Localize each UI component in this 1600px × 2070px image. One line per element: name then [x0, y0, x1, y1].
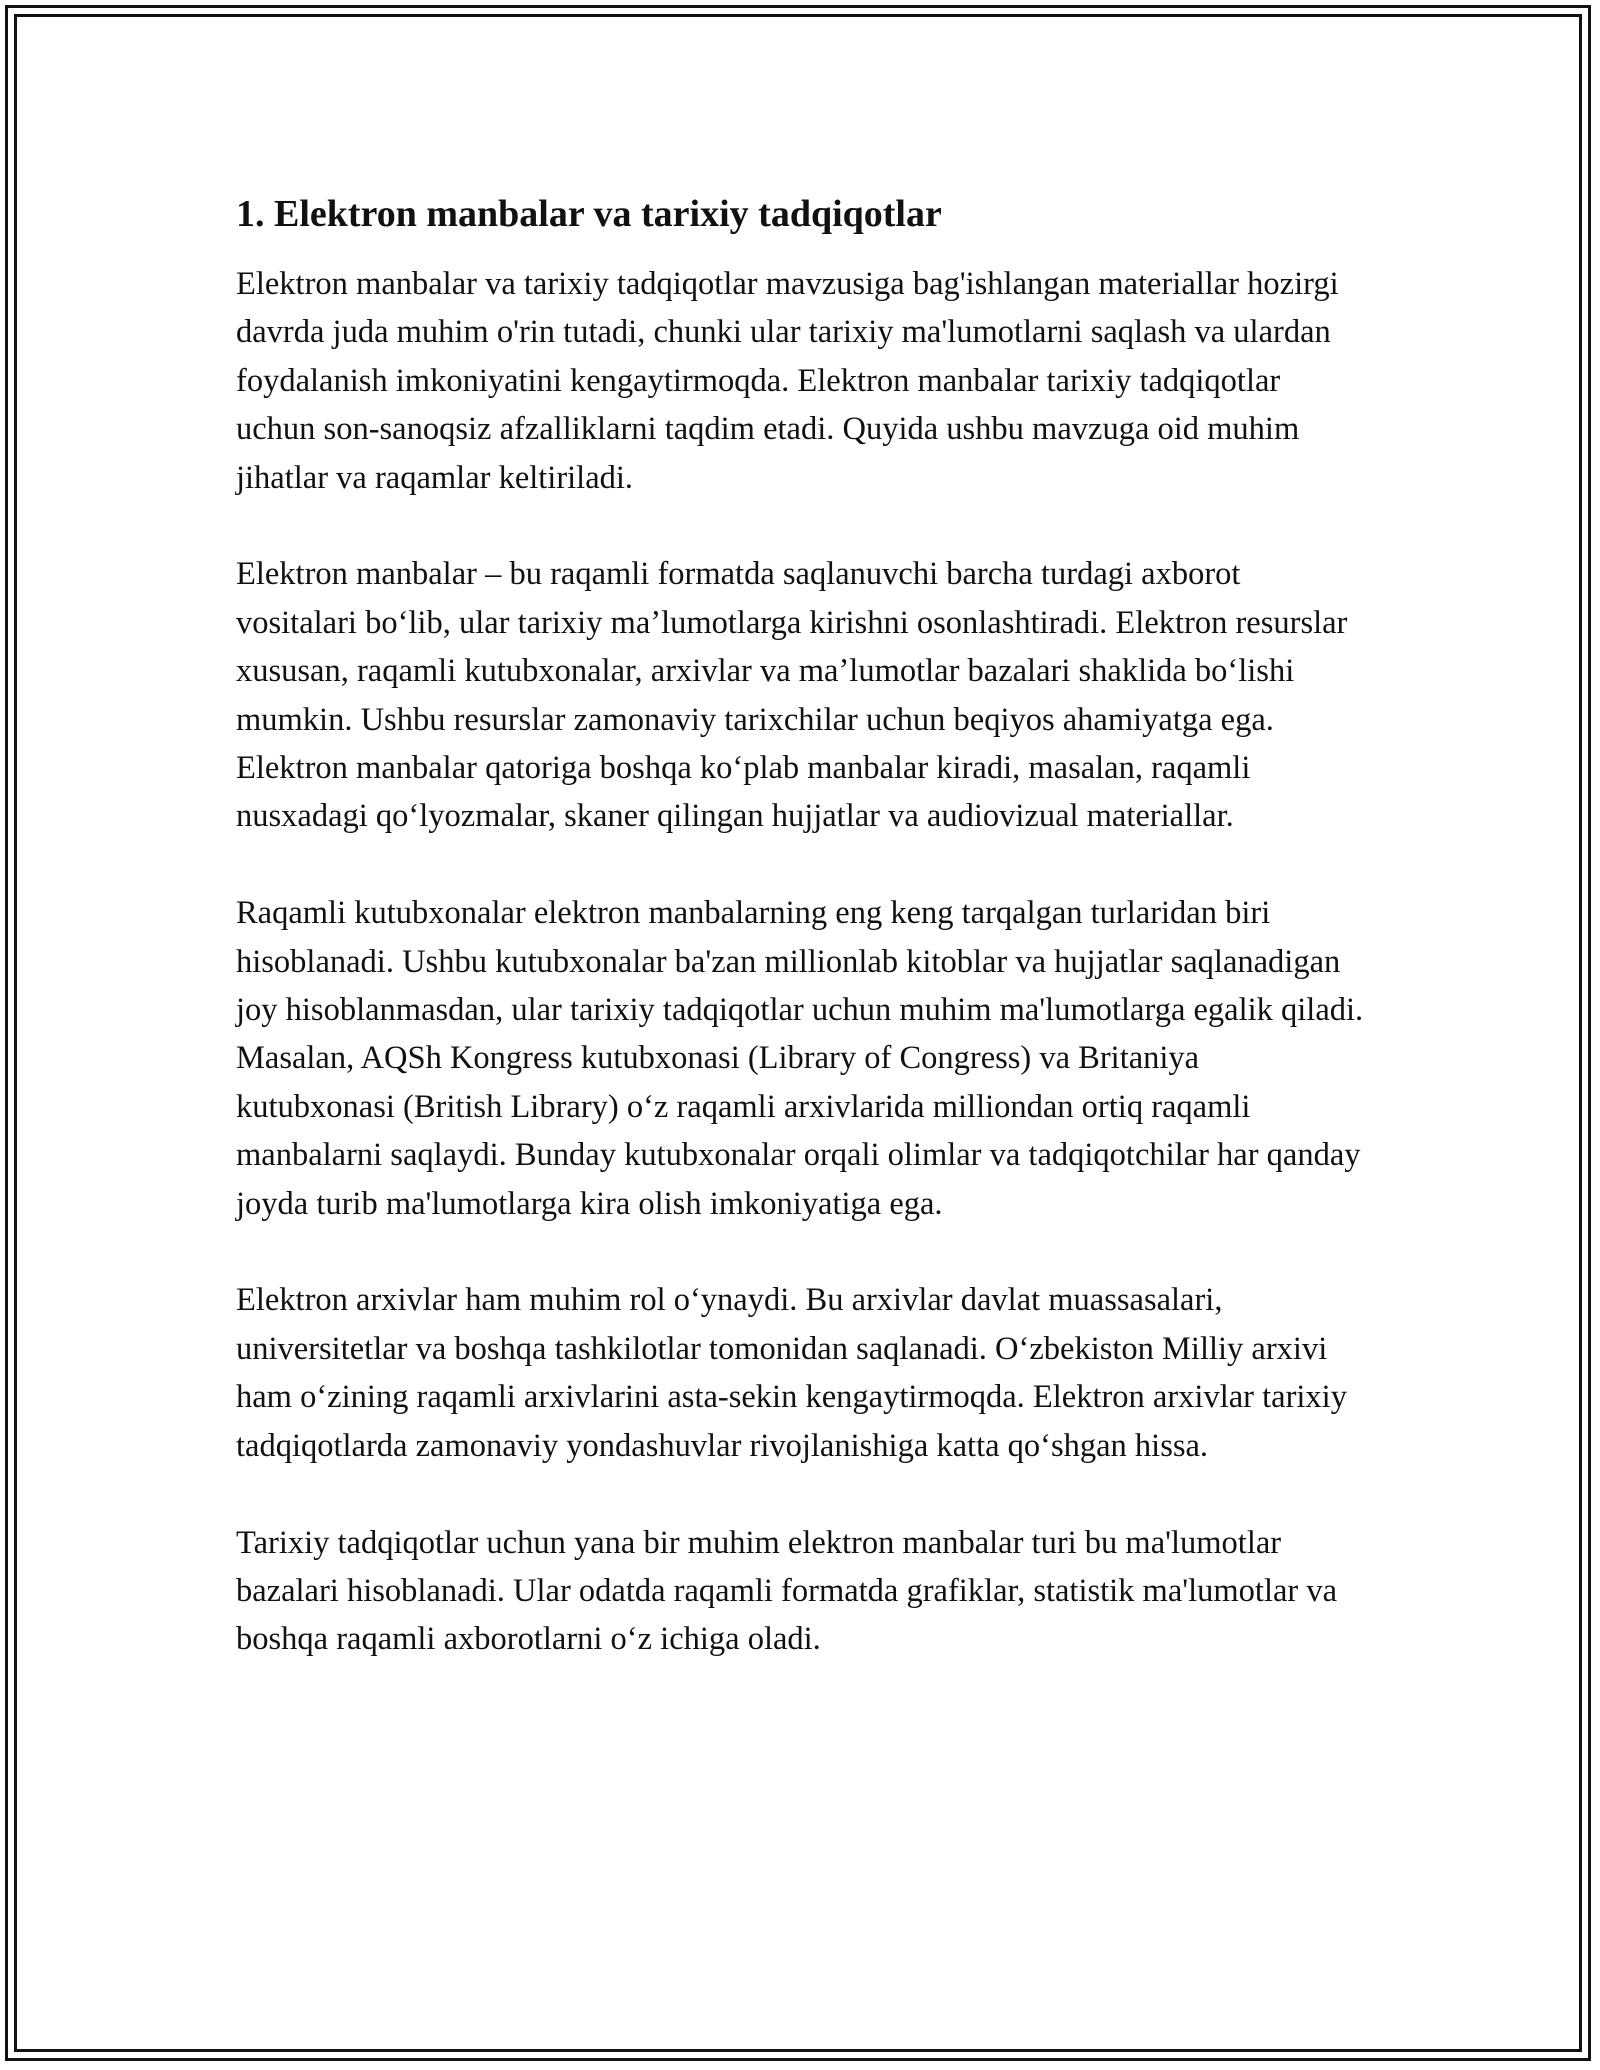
paragraph-databases: Tarixiy tadqiqotlar uchun yana bir muhim elektron manbalar turi bu ma'lumotlar bazalari hisoblanadi. Ular odatda raqamli formatda grafiklar, statistik ma'lumotlar va boshqa raqamli axborotlarni oʻz ichiga oladi. [236, 1524, 1338, 1658]
paragraph-digital-libraries: Raqamli kutubxonalar elektron manbalarning eng keng tarqalgan turlaridan biri hisoblanadi. Ushbu kutubxonalar ba'zan millionlab kitoblar va hujjatlar saqlanadigan joy hisoblanmasdan, ular tarixiy tadqiqotlar uchun muhim ma'lumotlarga egalik qiladi. Masalan, AQSh Kongress kutubxonasi (Library of Congress) va Britaniya kutubxonasi (British Library) oʻz raqamli arxivlarida milliondan ortiq raqamli manbalarni saqlaydi. Bunday kutubxonalar orqali olimlar va tadqiqotchilar har qanday joyda turib ma'lumotlarga kira olish imkoniyatiga ega. [236, 895, 1364, 1222]
paragraph-electronic-archives: Elektron arxivlar ham muhim rol oʻynaydi. Bu arxivlar davlat muassasalari, universitetlar va boshqa tashkilotlar tomonidan saqlanadi. Oʻzbekiston Milliy arxivi ham oʻzining raqamli arxivlarini asta-sekin kengaytirmoqda. Elektron arxivlar tarixiy tadqiqotlarda zamonaviy yondashuvlar rivojlanishiga katta qoʻshgan hissa. [236, 1282, 1347, 1464]
paragraph-electronic-sources: Elektron manbalar – bu raqamli formatda saqlanuvchi barcha turdagi axborot vositalari boʻlib, ular tarixiy maʼlumotlarga kirishni osonlashtiradi. Elektron resurslar xususan, raqamli kutubxonalar, arxivlar va maʼlumotlar bazalari shaklida boʻlishi mumkin. Ushbu resurslar zamonaviy tarixchilar uchun beqiyos ahamiyatga ega. Elektron manbalar qatoriga boshqa koʻplab manbalar kiradi, masalan, raqamli nusxadagi qoʻlyozmalar, skaner qilingan hujjatlar va audiovizual materiallar. [236, 556, 1348, 835]
document-body [236, 190, 1366, 1712]
paragraph-intro: Elektron manbalar va tarixiy tadqiqotlar mavzusiga bag'ishlangan materiallar hozirgi davrda juda muhim o'rin tutadi, chunki ular tarixiy ma'lumotlarni saqlash va ulardan foydalanish imkoniyatini kengaytirmoqda. Elektron manbalar tarixiy tadqiqotlar uchun son-sanoqsiz afzalliklarni taqdim etadi. Quyida ushbu mavzuga oid muhim jihatlar va raqamlar keltiriladi. [236, 266, 1339, 496]
section-heading: 1. Elektron manbalar va tarixiy tadqiqotlar [236, 193, 942, 235]
